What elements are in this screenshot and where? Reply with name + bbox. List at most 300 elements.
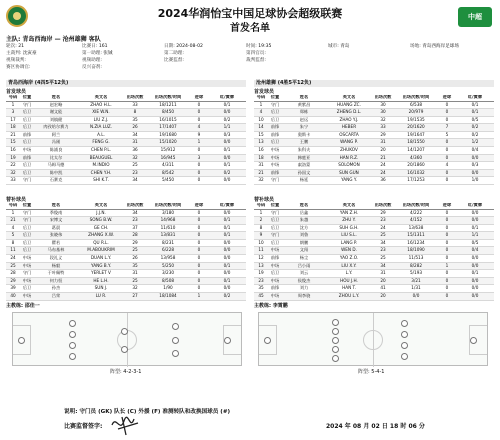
player-cell: 1 bbox=[190, 139, 208, 147]
player-cell: 0/4 bbox=[456, 147, 494, 155]
player-row bbox=[6, 209, 246, 217]
player-cell: 朗鹏 bbox=[282, 239, 326, 247]
player-cell: 5/193 bbox=[394, 270, 438, 278]
player-row bbox=[6, 232, 246, 240]
player-cell: SUN J. bbox=[78, 285, 124, 293]
player-cell: 守门 bbox=[268, 101, 282, 109]
player-cell: 0/1 bbox=[208, 162, 246, 170]
player-row bbox=[254, 162, 494, 170]
player-row bbox=[6, 255, 246, 263]
player-cell: 16 bbox=[6, 147, 20, 155]
player-cell: 0/1 bbox=[208, 101, 246, 109]
player-cell: 0 bbox=[190, 239, 208, 247]
player-cell: 赵宏略 bbox=[34, 101, 78, 109]
info-field: 主裁判: 沈寅豪 bbox=[6, 51, 37, 56]
player-cell: 0 bbox=[190, 255, 208, 263]
player-row bbox=[254, 101, 494, 109]
info-field: 比赛监督: bbox=[164, 58, 184, 63]
player-cell: 23 bbox=[372, 217, 394, 225]
column-header: 英文名 bbox=[326, 95, 372, 101]
player-cell: 1 bbox=[254, 209, 268, 217]
player-cell: 3/21 bbox=[394, 277, 438, 285]
player-cell: 5/450 bbox=[146, 177, 190, 185]
player-cell: 中场 bbox=[268, 247, 282, 255]
player-cell: 0 bbox=[190, 109, 208, 117]
player-cell: 40 bbox=[6, 293, 20, 301]
player-cell: 0/1 bbox=[456, 270, 494, 278]
player-position-dot bbox=[332, 319, 339, 326]
player-cell: 24 bbox=[372, 162, 394, 170]
player-cell: 0/4 bbox=[456, 247, 494, 255]
player-cell: 17 bbox=[6, 116, 20, 124]
player-position-dot bbox=[172, 323, 179, 330]
player-cell: HAN T. bbox=[326, 285, 372, 293]
player-row bbox=[254, 270, 494, 278]
player-cell: 18 bbox=[254, 154, 268, 162]
player-cell: 中场 bbox=[20, 262, 34, 270]
player-position-dot bbox=[401, 342, 408, 349]
player-cell: 21 bbox=[372, 154, 394, 162]
player-cell: 20 bbox=[372, 277, 394, 285]
player-cell: 1/1 bbox=[456, 232, 494, 240]
player-cell: 8 bbox=[6, 239, 20, 247]
player-position-dot bbox=[264, 337, 271, 344]
player-row bbox=[6, 285, 246, 293]
home-starters-table bbox=[6, 95, 246, 185]
player-cell: 后卫 bbox=[268, 224, 282, 232]
player-cell: SOLOMON bbox=[326, 162, 372, 170]
player-row bbox=[6, 262, 246, 270]
player-cell: OSCARTA bbox=[326, 131, 372, 139]
column-header: 出场次数/时间 bbox=[394, 203, 438, 209]
player-cell: 14 bbox=[254, 124, 268, 132]
player-cell: 马姆马德 bbox=[34, 162, 78, 170]
player-cell: 周李骁 bbox=[282, 293, 326, 301]
player-cell: 0/1 bbox=[208, 217, 246, 225]
player-cell: 赵远 bbox=[282, 116, 326, 124]
player-cell: 索洛蒙 bbox=[282, 162, 326, 170]
player-row bbox=[6, 162, 246, 170]
player-cell: 4 bbox=[438, 162, 456, 170]
column-header: 位置 bbox=[20, 95, 34, 101]
player-cell: XIE W.N. bbox=[78, 109, 124, 117]
player-cell: 16/1032 bbox=[394, 169, 438, 177]
player-row bbox=[6, 139, 246, 147]
player-cell: 19/1680 bbox=[146, 131, 190, 139]
player-position-dot bbox=[69, 342, 76, 349]
player-cell: 0 bbox=[190, 224, 208, 232]
info-field: 第二助理: bbox=[164, 51, 184, 56]
player-cell: YANG Y. bbox=[326, 177, 372, 185]
info-field: 裁判监督: bbox=[246, 58, 266, 63]
player-row bbox=[6, 124, 246, 132]
player-cell: 1/0 bbox=[456, 177, 494, 185]
player-cell: 20/1860 bbox=[394, 162, 438, 170]
player-cell: 1/1 bbox=[208, 124, 246, 132]
column-header: 姓名 bbox=[34, 203, 78, 209]
player-cell: 中场 bbox=[268, 162, 282, 170]
player-cell: 0 bbox=[438, 209, 456, 217]
player-cell: 0/0 bbox=[208, 270, 246, 278]
player-cell: 肉孜哈尔赛力 bbox=[34, 124, 78, 132]
player-row bbox=[254, 209, 494, 217]
player-cell: 26 bbox=[124, 124, 146, 132]
player-cell: 8/508 bbox=[146, 277, 190, 285]
player-cell: 34 bbox=[124, 209, 146, 217]
home-formation-pitch bbox=[12, 312, 242, 366]
player-cell: 0/1 bbox=[208, 147, 246, 155]
signature-image bbox=[108, 411, 144, 437]
player-cell: 王鹏 bbox=[282, 139, 326, 147]
player-cell: 石赛克 bbox=[34, 177, 78, 185]
player-cell: 后卫 bbox=[20, 285, 34, 293]
player-row bbox=[254, 224, 494, 232]
player-cell: 后卫 bbox=[20, 139, 34, 147]
player-cell: 45 bbox=[254, 293, 268, 301]
player-cell: 冯刚 bbox=[34, 139, 78, 147]
player-position-dot bbox=[69, 331, 76, 338]
player-cell: 后卫 bbox=[20, 116, 34, 124]
player-cell: ZHANG X.W. bbox=[78, 232, 124, 240]
player-cell: DUAN L.Y. bbox=[78, 255, 124, 263]
player-cell: 0 bbox=[190, 285, 208, 293]
player-cell: 中场 bbox=[20, 293, 34, 301]
player-cell: 25 bbox=[6, 262, 20, 270]
player-cell: 16/1015 bbox=[146, 116, 190, 124]
player-cell: HAN R.Z. bbox=[326, 154, 372, 162]
away-subs-table bbox=[254, 203, 494, 301]
player-cell: 后卫 bbox=[20, 247, 34, 255]
player-cell: ZHENG D.L. bbox=[326, 109, 372, 117]
player-cell: 31 bbox=[372, 270, 394, 278]
column-header: 红/黄牌 bbox=[456, 95, 494, 101]
player-cell: 17/1407 bbox=[146, 124, 190, 132]
player-position-dot bbox=[172, 337, 179, 344]
player-cell: 14/1207 bbox=[394, 147, 438, 155]
column-header: 号码 bbox=[254, 203, 268, 209]
player-cell: 0 bbox=[190, 270, 208, 278]
player-row bbox=[254, 217, 494, 225]
player-cell: 守门 bbox=[268, 232, 282, 240]
player-cell: 0 bbox=[438, 270, 456, 278]
player-cell: 37 bbox=[124, 224, 146, 232]
player-row bbox=[6, 293, 246, 301]
player-row bbox=[6, 101, 246, 109]
player-row bbox=[6, 169, 246, 177]
player-cell: L.Y. bbox=[326, 270, 372, 278]
player-cell: 34 bbox=[372, 239, 394, 247]
player-cell: 后卫 bbox=[20, 169, 34, 177]
player-cell: 15/1311 bbox=[394, 232, 438, 240]
player-cell: 5 bbox=[438, 131, 456, 139]
player-position-dot bbox=[121, 346, 128, 353]
player-cell: 4 bbox=[254, 109, 268, 117]
player-cell: 0/1 bbox=[456, 224, 494, 232]
column-header: 姓名 bbox=[282, 95, 326, 101]
player-cell: 0/0 bbox=[456, 217, 494, 225]
player-cell: 宋博文 bbox=[34, 217, 78, 225]
player-cell: 32 bbox=[124, 154, 146, 162]
player-position-dot bbox=[332, 328, 339, 335]
player-cell: 18 bbox=[6, 124, 20, 132]
player-cell: 中场 bbox=[20, 277, 34, 285]
player-cell: 25 bbox=[124, 247, 146, 255]
player-position-dot bbox=[69, 353, 76, 360]
cfa-logo-icon bbox=[6, 5, 28, 27]
player-cell: 阿兰 bbox=[34, 131, 78, 139]
player-cell: 季俊南 bbox=[34, 209, 78, 217]
home-team-name: 青岛西海岸 (4四5平12负) bbox=[6, 80, 246, 87]
away-formation-label: 阵型: 5-4-1 bbox=[358, 369, 385, 375]
player-cell: 0 bbox=[438, 247, 456, 255]
player-cell: 32 bbox=[254, 177, 268, 185]
player-cell: 11 bbox=[6, 247, 20, 255]
player-cell: 4/311 bbox=[146, 162, 190, 170]
signature-label: 比赛监督签字: bbox=[64, 423, 103, 430]
player-cell: 中场 bbox=[268, 262, 282, 270]
player-cell: 13 bbox=[254, 139, 268, 147]
player-cell: 8/542 bbox=[146, 169, 190, 177]
player-cell: 15 bbox=[6, 139, 20, 147]
column-header: 姓名 bbox=[282, 203, 326, 209]
column-header: 英文名 bbox=[78, 203, 124, 209]
player-cell: 0/0 bbox=[456, 209, 494, 217]
player-cell: 0/2 bbox=[208, 116, 246, 124]
player-cell: 0 bbox=[438, 217, 456, 225]
player-cell: 0/5 bbox=[456, 239, 494, 247]
player-cell: 10 bbox=[254, 116, 268, 124]
player-cell: 11 bbox=[254, 247, 268, 255]
player-cell: 0 bbox=[190, 101, 208, 109]
player-cell: 后卫 bbox=[268, 217, 282, 225]
player-cell: 侯俊杰 bbox=[282, 277, 326, 285]
player-cell: 0/1 bbox=[208, 277, 246, 285]
player-cell: 16 bbox=[254, 147, 268, 155]
player-cell: 20 bbox=[372, 147, 394, 155]
player-cell: 0/0 bbox=[208, 247, 246, 255]
player-cell: A.L. bbox=[78, 131, 124, 139]
player-cell: 守门 bbox=[20, 101, 34, 109]
player-cell: 刘镇健 bbox=[34, 116, 78, 124]
player-cell: 0/0 bbox=[208, 209, 246, 217]
player-cell: 陈浦良 bbox=[34, 147, 78, 155]
player-cell: 吕荣 bbox=[34, 293, 78, 301]
player-cell: 0/2 bbox=[208, 169, 246, 177]
player-cell: 韩庭亚 bbox=[282, 154, 326, 162]
player-position-dot bbox=[332, 337, 339, 344]
player-cell: 21 bbox=[6, 131, 20, 139]
player-cell: 3 bbox=[190, 154, 208, 162]
player-cell: 31 bbox=[372, 139, 394, 147]
player-cell: 4/152 bbox=[394, 217, 438, 225]
player-cell: 23 bbox=[254, 277, 268, 285]
player-cell: 33 bbox=[372, 124, 394, 132]
player-cell: 1 bbox=[438, 262, 456, 270]
player-cell: 4/360 bbox=[394, 154, 438, 162]
player-cell: 0 bbox=[438, 177, 456, 185]
player-cell: 朱科夫 bbox=[282, 147, 326, 155]
player-cell: 18/1550 bbox=[394, 139, 438, 147]
player-cell: 后卫 bbox=[268, 270, 282, 278]
player-cell: SUN GUN bbox=[326, 169, 372, 177]
player-cell: 3 bbox=[6, 109, 20, 117]
player-cell: 13/831 bbox=[146, 232, 190, 240]
page-subtitle: 首发名单 bbox=[230, 23, 270, 34]
info-field: 视频裁判: bbox=[6, 58, 26, 63]
player-row bbox=[254, 177, 494, 185]
info-field: 赛区协调官: bbox=[6, 65, 31, 70]
player-cell: FENG G. bbox=[78, 139, 124, 147]
player-cell: 孙杰 bbox=[34, 285, 78, 293]
player-cell: 郑栋 bbox=[282, 109, 326, 117]
player-cell: 0/0 bbox=[208, 239, 246, 247]
home-subs-table bbox=[6, 203, 246, 301]
player-cell: 24 bbox=[372, 224, 394, 232]
player-cell: 0 bbox=[438, 139, 456, 147]
column-header: 出场次数 bbox=[372, 203, 394, 209]
player-row bbox=[6, 177, 246, 185]
player-cell: HUANG ZC. bbox=[326, 101, 372, 109]
player-cell: 0/2 bbox=[456, 124, 494, 132]
player-cell: 杨毅 bbox=[34, 262, 78, 270]
player-cell: 0/1 bbox=[456, 101, 494, 109]
column-header: 姓名 bbox=[34, 95, 78, 101]
home-formation-label: 阵型: 4-2-3-1 bbox=[110, 369, 142, 375]
player-row bbox=[254, 255, 494, 263]
player-cell: 0/0 bbox=[456, 262, 494, 270]
player-cell: 守门 bbox=[20, 177, 34, 185]
player-cell: 9 bbox=[254, 232, 268, 240]
player-cell: 中场 bbox=[20, 147, 34, 155]
player-cell: 0 bbox=[190, 147, 208, 155]
player-cell: LU R. bbox=[78, 293, 124, 301]
player-cell: J.J.N. bbox=[78, 209, 124, 217]
player-cell: 28 bbox=[6, 270, 20, 278]
info-field: 视频助理: bbox=[82, 58, 102, 63]
player-cell: 34 bbox=[124, 177, 146, 185]
player-cell: 0 bbox=[190, 116, 208, 124]
csl-logo-icon: 中超 bbox=[458, 7, 492, 27]
player-cell: 31 bbox=[124, 270, 146, 278]
player-row bbox=[254, 277, 494, 285]
info-field: 时间: 19:35 bbox=[246, 44, 272, 49]
player-row bbox=[254, 124, 494, 132]
player-cell: 0 bbox=[190, 169, 208, 177]
player-cell: 0/0 bbox=[456, 293, 494, 301]
player-cell: N.ZIA LUZ. bbox=[78, 124, 124, 132]
player-cell: 23 bbox=[124, 169, 146, 177]
player-cell: 0/2 bbox=[456, 131, 494, 139]
player-cell: 守门 bbox=[20, 217, 34, 225]
player-cell: 前锋 bbox=[268, 285, 282, 293]
player-row bbox=[254, 232, 494, 240]
player-cell: 0/5 bbox=[456, 116, 494, 124]
player-cell: WANG P. bbox=[326, 139, 372, 147]
player-cell: 0 bbox=[438, 293, 456, 301]
player-position-dot bbox=[401, 331, 408, 338]
player-cell: SONG B.W. bbox=[78, 217, 124, 225]
column-header: 位置 bbox=[268, 203, 282, 209]
player-cell: 前锋 bbox=[20, 154, 34, 162]
player-cell: 刘力 bbox=[282, 285, 326, 293]
away-starters-table bbox=[254, 95, 494, 185]
player-cell: 35 bbox=[124, 262, 146, 270]
player-cell: 5 bbox=[6, 232, 20, 240]
player-cell: HEBER bbox=[326, 124, 372, 132]
sign-date: 2024 年 08 月 02 日 18 时 06 分 bbox=[326, 423, 425, 430]
player-cell: 36 bbox=[372, 177, 394, 185]
column-header: 进球 bbox=[190, 203, 208, 209]
player-cell: 17/1253 bbox=[394, 177, 438, 185]
column-header: 进球 bbox=[190, 95, 208, 101]
player-cell: 0/0 bbox=[208, 255, 246, 263]
player-cell: 16/945 bbox=[146, 154, 190, 162]
player-cell: 15 bbox=[254, 131, 268, 139]
player-cell: HOU J.H. bbox=[326, 277, 372, 285]
player-cell: 41 bbox=[372, 285, 394, 293]
player-cell: 3/180 bbox=[146, 209, 190, 217]
player-row bbox=[254, 116, 494, 124]
player-cell: 19 bbox=[254, 270, 268, 278]
player-cell: 19 bbox=[6, 154, 20, 162]
info-field: 比赛日: 161 bbox=[82, 44, 108, 49]
player-cell: 1/31 bbox=[394, 285, 438, 293]
player-cell: 文闯 bbox=[282, 247, 326, 255]
player-cell: 0/0 bbox=[456, 169, 494, 177]
player-cell: 0/1 bbox=[208, 232, 246, 240]
player-row bbox=[254, 247, 494, 255]
player-cell: 31 bbox=[124, 139, 146, 147]
player-cell: 8/450 bbox=[146, 109, 190, 117]
player-cell: 3/230 bbox=[146, 270, 190, 278]
player-cell: 于叶佩特 bbox=[34, 270, 78, 278]
player-cell: 0/0 bbox=[208, 177, 246, 185]
player-cell: 30 bbox=[372, 101, 394, 109]
player-cell: YAN Z.H. bbox=[326, 209, 372, 217]
player-cell: LIU X.Y. bbox=[326, 262, 372, 270]
player-cell: 0 bbox=[190, 247, 208, 255]
column-header: 英文名 bbox=[78, 95, 124, 101]
player-cell: CHEN Y.H. bbox=[78, 169, 124, 177]
player-cell: 26 bbox=[124, 255, 146, 263]
player-row bbox=[6, 217, 246, 225]
player-cell: 4 bbox=[6, 224, 20, 232]
player-cell: 0/0 bbox=[208, 154, 246, 162]
player-cell: YAO Z.O. bbox=[326, 255, 372, 263]
info-field: 第四官员: bbox=[246, 51, 266, 56]
player-cell: 4/222 bbox=[394, 209, 438, 217]
player-position-dot bbox=[332, 346, 339, 353]
player-cell: 朱宁 bbox=[282, 124, 326, 132]
player-cell: 19/1535 bbox=[394, 116, 438, 124]
player-cell: 0 bbox=[438, 169, 456, 177]
player-position-dot bbox=[401, 320, 408, 327]
player-cell: 0 bbox=[190, 162, 208, 170]
player-cell: 1 bbox=[190, 293, 208, 301]
player-cell: 0 bbox=[438, 116, 456, 124]
player-position-dot bbox=[69, 320, 76, 327]
player-cell: 0 bbox=[438, 285, 456, 293]
player-cell: 27 bbox=[124, 293, 146, 301]
player-cell: 0/0 bbox=[456, 154, 494, 162]
player-cell: 守门 bbox=[20, 270, 34, 278]
player-cell: 34 bbox=[372, 262, 394, 270]
player-cell: 0 bbox=[438, 239, 456, 247]
home-subs-label: 替补球员 bbox=[6, 197, 27, 203]
player-row bbox=[6, 131, 246, 139]
player-cell: 0/1 bbox=[208, 262, 246, 270]
footer-legend: 说明: 守门员 (GK) 队长 (C) 外援 (F) 准测转队和改换国球员 (#) bbox=[64, 409, 231, 415]
